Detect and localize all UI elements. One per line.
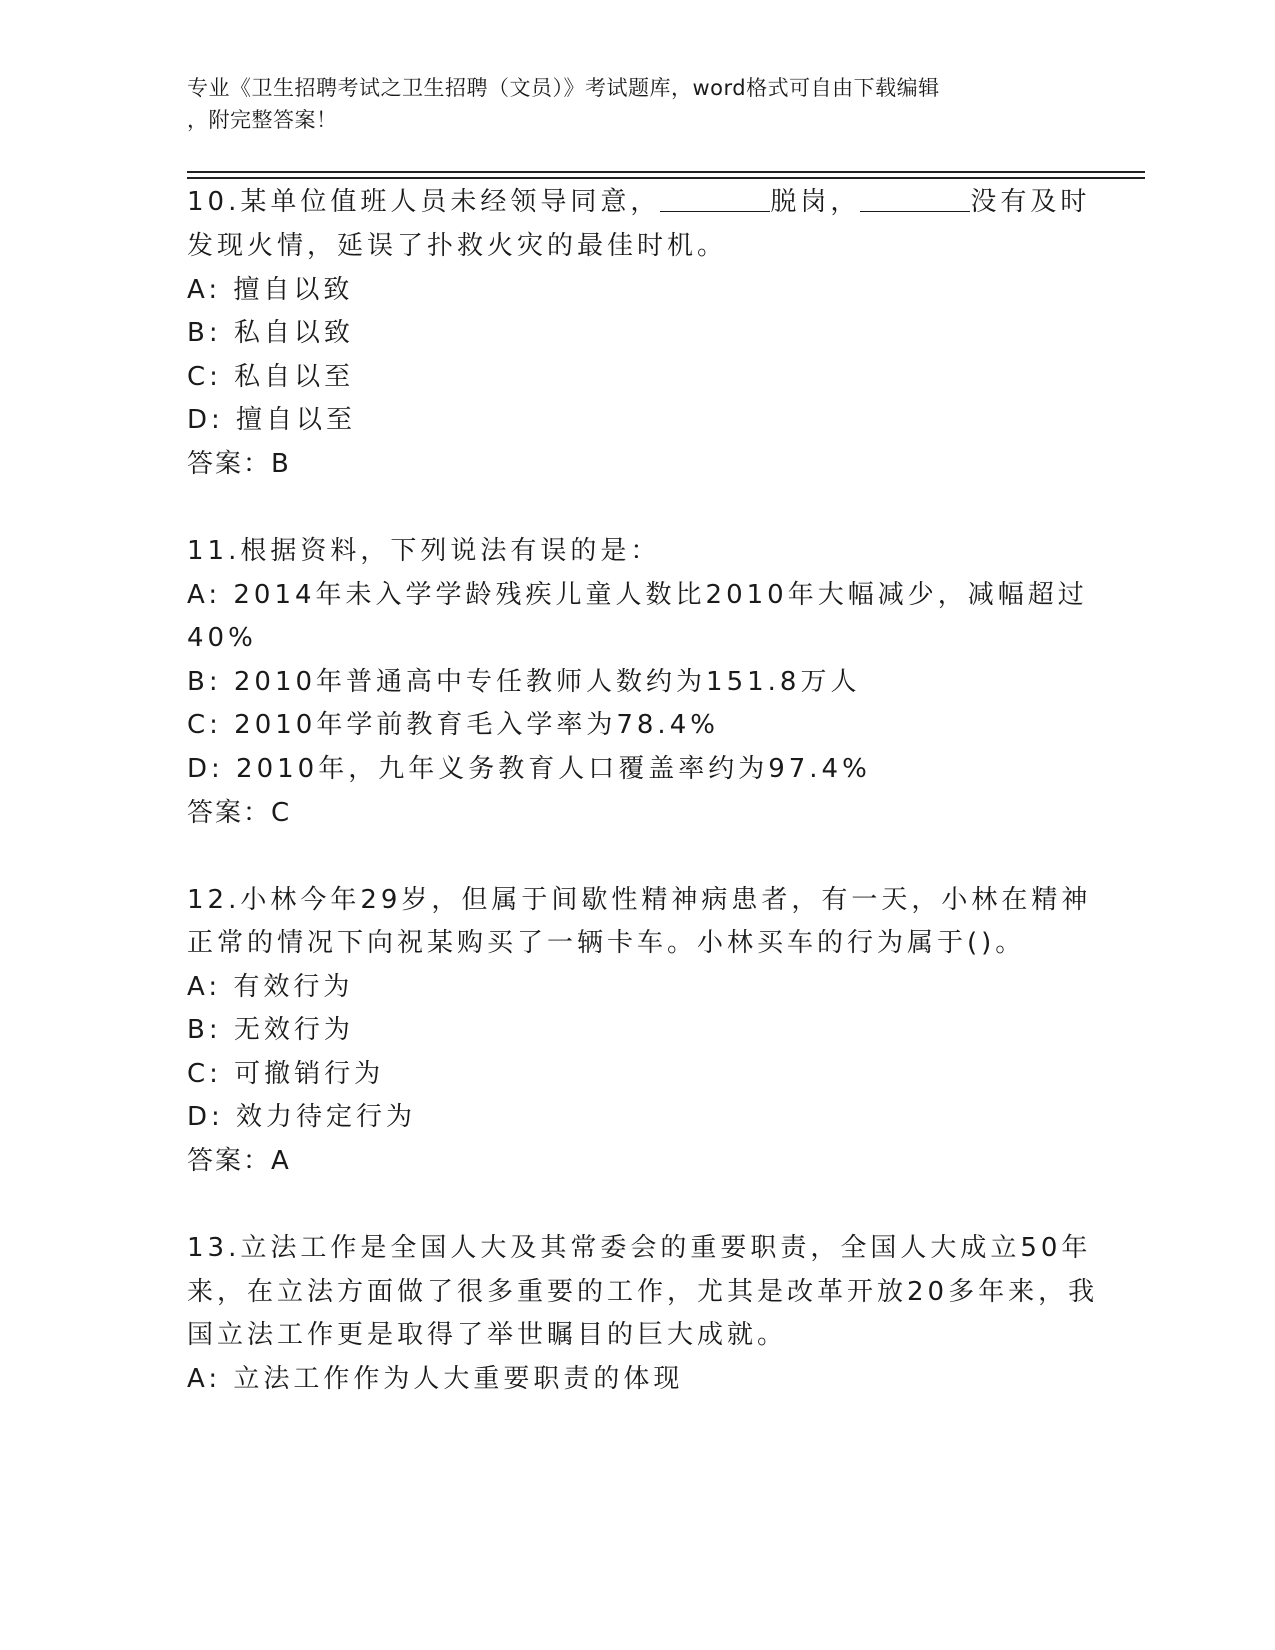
q12-option-c: C: 可撤销行为 <box>187 1059 385 1089</box>
q11-answer: 答案：C <box>187 798 292 828</box>
header-rule-top <box>187 171 1145 173</box>
q10-stem-part-2: 脱岗， <box>770 187 861 217</box>
q13-stem-line-3: 国立法工作更是取得了举世瞩目的巨大成就。 <box>187 1320 788 1350</box>
q10-option-a: A: 擅自以致 <box>187 275 354 305</box>
q10-blank-1 <box>660 187 770 212</box>
q11-option-a-cont: 40% <box>187 623 257 653</box>
q10-stem-part-3: 没有及时 <box>970 187 1091 217</box>
q12-option-d: D: 效力待定行为 <box>187 1102 417 1132</box>
q10-stem-line-1 <box>187 182 1090 222</box>
q13-option-a: A: 立法工作作为人大重要职责的体现 <box>187 1364 684 1394</box>
q10-stem-part-1: 10.某单位值班人员未经领导同意， <box>187 187 661 217</box>
q10-option-c: C: 私自以至 <box>187 362 355 392</box>
q11-option-a: A: 2014年未入学学龄残疾儿童人数比2010年大幅减少，减幅超过 <box>187 580 1088 610</box>
q10-stem-line-2: 发现火情，延误了扑救火灾的最佳时机。 <box>187 231 728 261</box>
q12-option-a: A: 有效行为 <box>187 972 354 1002</box>
q11-option-c: C: 2010年学前教育毛入学率为78.4% <box>187 710 719 740</box>
q13-stem-line-2: 来，在立法方面做了很多重要的工作，尤其是改革开放20多年来，我 <box>187 1277 1099 1307</box>
q10-answer: 答案：B <box>187 449 291 479</box>
q10-option-d: D: 擅自以至 <box>187 405 357 435</box>
doc-header-line-2: ，附完整答案！ <box>187 108 338 132</box>
q11-option-b: B: 2010年普通高中专任教师人数约为151.8万人 <box>187 667 861 697</box>
q10-blank-2 <box>860 187 970 212</box>
q12-stem-line-2: 正常的情况下向祝某购买了一辆卡车。小林买车的行为属于()。 <box>187 928 1026 958</box>
q12-answer: 答案：A <box>187 1146 291 1176</box>
q11-option-d: D: 2010年，九年义务教育人口覆盖率约为97.4% <box>187 754 871 784</box>
q12-stem-line-1: 12.小林今年29岁，但属于间歇性精神病患者，有一天，小林在精神 <box>187 885 1092 915</box>
header-rule-bottom <box>187 177 1145 179</box>
q13-stem-line-1: 13.立法工作是全国人大及其常委会的重要职责，全国人大成立50年 <box>187 1233 1092 1263</box>
q10-option-b: B: 私自以致 <box>187 318 354 348</box>
q12-option-b: B: 无效行为 <box>187 1015 354 1045</box>
doc-header-line-1: 专业《卫生招聘考试之卫生招聘（文员）》考试题库，word格式可自由下载编辑 <box>187 76 940 100</box>
q11-stem-line-1: 11.根据资料，下列说法有误的是： <box>187 536 661 566</box>
